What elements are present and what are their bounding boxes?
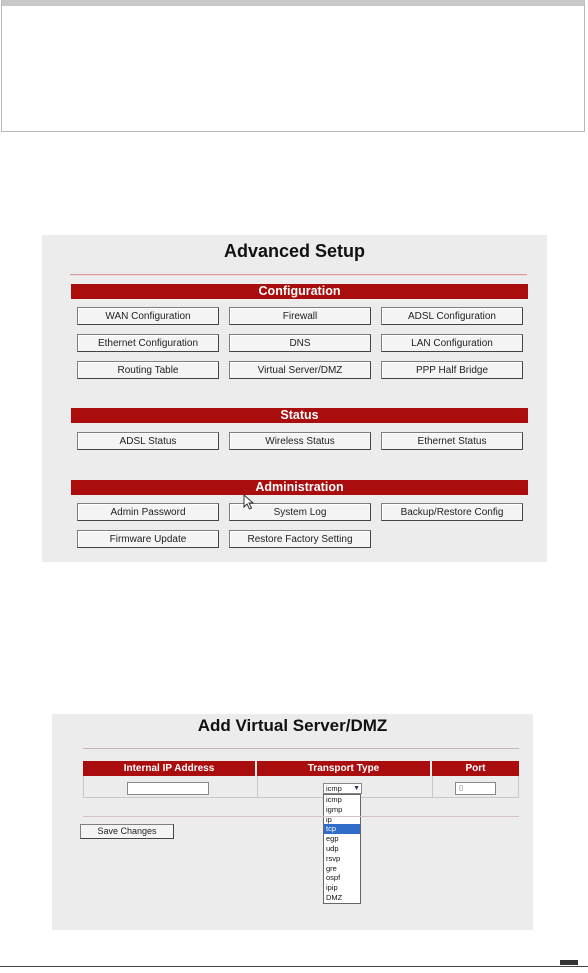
section-status: Status: [71, 408, 528, 423]
header-internal-ip: Internal IP Address: [83, 761, 255, 776]
ethernet-status-button[interactable]: Ethernet Status: [381, 432, 523, 450]
save-changes-button[interactable]: Save Changes: [80, 824, 174, 839]
advanced-setup-panel: [42, 235, 547, 562]
section-administration: Administration: [71, 480, 528, 495]
option-tcp[interactable]: tcp: [324, 824, 360, 834]
advanced-setup-title: Advanced Setup: [223, 241, 366, 261]
transport-selected-value: icmp: [326, 784, 342, 793]
transport-type-select[interactable]: [323, 783, 362, 794]
wireless-status-button[interactable]: Wireless Status: [229, 432, 371, 450]
adsl-configuration-button[interactable]: ADSL Configuration: [381, 307, 523, 325]
adsl-status-button[interactable]: ADSL Status: [77, 432, 219, 450]
restore-factory-setting-button[interactable]: Restore Factory Setting: [229, 530, 371, 548]
virtual-server-title: Add Virtual Server/DMZ: [197, 716, 388, 735]
system-log-button[interactable]: System Log: [229, 503, 371, 521]
virtual-server-panel: [52, 714, 533, 930]
lan-configuration-button[interactable]: LAN Configuration: [381, 334, 523, 352]
title-divider: [83, 748, 519, 749]
option-gre[interactable]: gre: [326, 863, 337, 873]
option-ospf[interactable]: ospf: [326, 873, 341, 883]
ppp-half-bridge-button[interactable]: PPP Half Bridge: [381, 361, 523, 379]
firmware-update-button[interactable]: Firmware Update: [77, 530, 219, 548]
firewall-button[interactable]: Firewall: [229, 307, 371, 325]
routing-table-button[interactable]: Routing Table: [77, 361, 219, 379]
section-configuration: Configuration: [71, 284, 528, 299]
option-egp[interactable]: egp: [326, 834, 339, 844]
option-ip[interactable]: ip: [326, 814, 332, 824]
backup-restore-config-button[interactable]: Backup/Restore Config: [381, 503, 523, 521]
option-rsvp[interactable]: rsvp: [326, 853, 341, 863]
footer-mark: [560, 960, 578, 965]
option-igmp[interactable]: igmp: [326, 804, 343, 814]
footer-rule: [0, 966, 588, 967]
dns-button[interactable]: DNS: [229, 334, 371, 352]
internal-ip-input[interactable]: [127, 782, 209, 795]
chevron-down-icon: ▼: [353, 785, 360, 792]
port-input[interactable]: 0: [455, 782, 496, 795]
title-divider: [70, 274, 527, 276]
virtual-server-dmz-button[interactable]: Virtual Server/DMZ: [229, 361, 371, 379]
transport-type-dropdown: [323, 794, 361, 904]
option-ipip[interactable]: ipip: [326, 883, 338, 893]
ethernet-configuration-button[interactable]: Ethernet Configuration: [77, 334, 219, 352]
admin-password-button[interactable]: Admin Password: [77, 503, 219, 521]
header-transport-type: Transport Type: [257, 761, 430, 776]
option-icmp[interactable]: icmp: [326, 795, 342, 804]
mouse-cursor-icon: [243, 494, 255, 510]
blank-header-box: [1, 0, 585, 132]
header-port: Port: [432, 761, 519, 776]
option-dmz[interactable]: DMZ: [326, 892, 343, 902]
form-divider: [83, 816, 519, 817]
option-udp[interactable]: udp: [326, 843, 339, 853]
wan-configuration-button[interactable]: WAN Configuration: [77, 307, 219, 325]
